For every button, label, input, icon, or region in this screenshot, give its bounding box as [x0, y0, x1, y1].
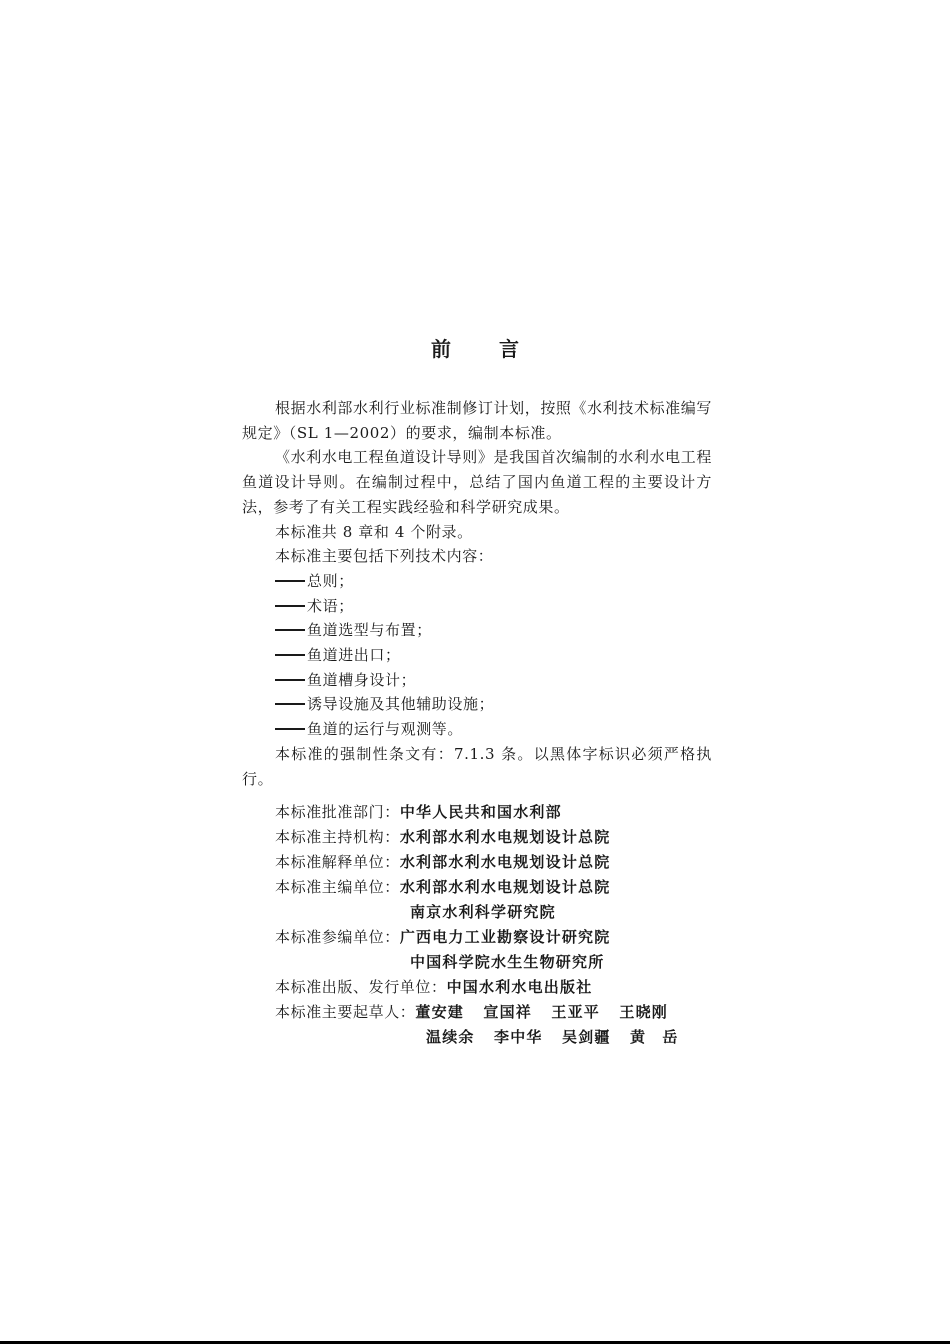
drafter-name: 吴剑疆 [562, 1028, 611, 1046]
foreword-body [242, 396, 712, 791]
participant-row [275, 925, 705, 950]
list-item [242, 692, 712, 717]
drafter-name: 黄 岳 [630, 1028, 679, 1046]
publisher-label: 本标准出版、发行单位： [275, 978, 447, 996]
em-dash-icon [275, 728, 305, 730]
list-item [242, 717, 712, 742]
em-dash-icon [275, 679, 305, 681]
host-label: 本标准主持机构： [275, 828, 400, 846]
chief-row [275, 875, 705, 900]
interpret-row [275, 850, 705, 875]
drafters-row [275, 1000, 705, 1025]
drafter-name: 李中华 [494, 1028, 543, 1046]
host-row [275, 825, 705, 850]
interpret-label: 本标准解释单位： [275, 853, 400, 871]
em-dash-icon [275, 605, 305, 607]
approval-value: 中华人民共和国水利部 [399, 803, 562, 821]
list-item [242, 668, 712, 693]
paragraph-chapters: 本标准共 8 章和 4 个附录。 [275, 522, 473, 541]
drafter-name: 王晓刚 [619, 1003, 669, 1021]
publisher-value: 中国水利水电出版社 [446, 978, 593, 996]
participant-value-1: 广西电力工业勘察设计研究院 [399, 928, 611, 946]
drafter-name: 董安建 [415, 1003, 465, 1021]
list-item [242, 594, 712, 619]
list-item-text: 术语； [307, 596, 354, 615]
participant-row-continued [275, 950, 705, 975]
drafters-list-2 [426, 1025, 698, 1050]
drafter-name: 王亚平 [551, 1003, 601, 1021]
list-item-text: 鱼道进出口； [307, 646, 401, 665]
participant-label: 本标准参编单位： [275, 928, 400, 946]
approval-row [275, 800, 705, 825]
page-title: 前言 [431, 337, 567, 361]
chief-value-1: 水利部水利水电规划设计总院 [399, 878, 611, 896]
drafter-name: 宣国祥 [483, 1003, 533, 1021]
drafter-name: 温续余 [426, 1028, 475, 1046]
list-item-text: 鱼道选型与布置； [307, 621, 432, 640]
list-item-text: 鱼道槽身设计； [307, 670, 417, 689]
list-item-text: 总则； [307, 571, 354, 590]
drafters-label: 本标准主要起草人： [275, 1003, 416, 1021]
em-dash-icon [275, 654, 305, 656]
paragraph-plan: 根据水利部水利行业标准制修订计划，按照《水利技术标准编写规定》（SL 1—2002）的要求，编制本标准。 [242, 399, 712, 442]
list-item-text: 鱼道的运行与观测等。 [307, 720, 464, 739]
em-dash-icon [275, 703, 305, 705]
list-item [242, 618, 712, 643]
list-item [242, 643, 712, 668]
paragraph-contents-intro: 本标准主要包括下列技术内容： [275, 547, 494, 566]
publisher-row [275, 975, 705, 1000]
paragraph-mandatory: 本标准的强制性条文有：7.1.3 条。以黑体字标识必须严格执行。 [242, 744, 712, 788]
paragraph-guideline: 《水利水电工程鱼道设计导则》是我国首次编制的水利水电工程鱼道设计导则。在编制过程中，总结了国内鱼道工程的主要设计方法，参考了有关工程实践经验和科学研究成果。 [242, 448, 712, 516]
chief-label: 本标准主编单位： [275, 878, 400, 896]
chief-value-2: 南京水利科学研究院 [410, 903, 556, 921]
drafters-row-continued [275, 1025, 705, 1050]
approval-label: 本标准批准部门： [275, 803, 400, 821]
contents-list [242, 569, 712, 742]
drafters-list-1 [415, 1000, 687, 1025]
host-value: 水利部水利水电规划设计总院 [399, 828, 611, 846]
interpret-value: 水利部水利水电规划设计总院 [399, 853, 611, 871]
em-dash-icon [275, 629, 305, 631]
list-item-text: 诱导设施及其他辅助设施； [307, 695, 495, 714]
standard-info [275, 800, 705, 1050]
chief-row-continued [275, 900, 705, 925]
participant-value-2: 中国科学院水生生物研究所 [410, 953, 605, 971]
em-dash-icon [275, 580, 305, 582]
list-item [242, 569, 712, 594]
